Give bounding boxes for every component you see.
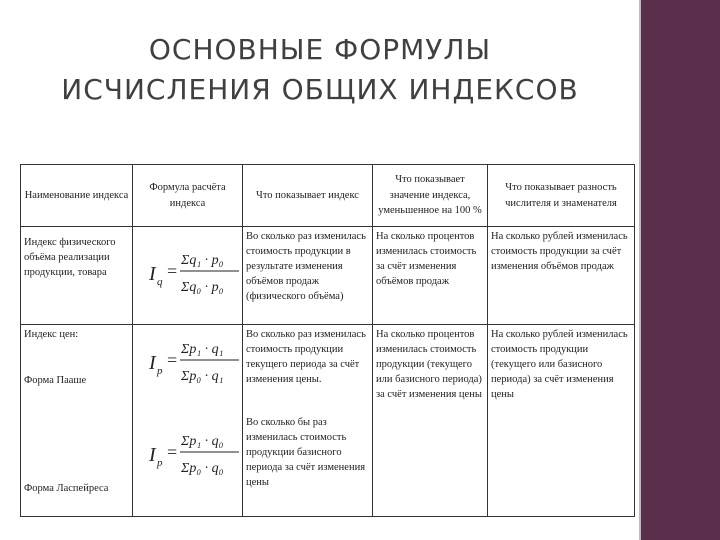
row2-difference: На сколько рублей изменилась стоимость продукции (текущего или базисного периода) за счёт изменения цены xyxy=(488,325,635,517)
table-row xyxy=(21,325,635,517)
formula-sub: q xyxy=(157,276,163,288)
svg-text:p: p xyxy=(157,457,163,469)
laspeyres-formula xyxy=(143,419,243,489)
slide-title-line-1: ОСНОВНЫЕ ФОРМУЛЫ xyxy=(148,33,492,66)
index-formulas-table xyxy=(20,164,635,517)
formula-denominator: Σq₀ · p₀ xyxy=(181,280,224,295)
header-meaning: Что показывает индекс xyxy=(243,165,373,227)
laspeyres-meaning: Во сколько бы раз изменилась стоимость продукции базисного периода за счёт изменения цены xyxy=(246,417,366,488)
laspeyres-label: Форма Ласпейреса xyxy=(24,483,109,494)
slide-title xyxy=(20,30,620,110)
svg-text:I: I xyxy=(149,444,156,466)
row2-name-cell xyxy=(21,325,133,517)
row1-difference: На сколько рублей изменилась стоимость продукции за счёт изменения объёмов продаж xyxy=(488,227,635,325)
header-index-name: Наименование индекса xyxy=(21,165,133,227)
paasche-meaning: Во сколько раз изменилась стоимость продукции текущего периода за счёт изменения цены. xyxy=(246,329,366,385)
row2-minus-100: На сколько процентов изменилась стоимость продукции (текущего или базисного периода) за счёт изменения цены xyxy=(373,325,488,517)
row1-meaning: Во сколько раз изменилась стоимость продукции в результате изменения объёмов продаж (физического объёма) xyxy=(243,227,373,325)
row1-formula-cell xyxy=(133,227,243,325)
svg-text:=: = xyxy=(167,442,178,462)
price-index-label: Индекс цен: xyxy=(24,329,79,340)
svg-text:Σp₁ · q₀: Σp₁ · q₀ xyxy=(181,434,224,449)
row2-meaning-cell xyxy=(243,325,373,517)
physical-volume-formula xyxy=(143,233,243,313)
formula-lhs: I xyxy=(149,263,156,285)
slide-title-line-2: ИСЧИСЛЕНИЯ ОБЩИХ ИНДЕКСОВ xyxy=(61,73,579,106)
paasche-formula xyxy=(143,327,243,397)
table-row xyxy=(21,227,635,325)
svg-text:=: = xyxy=(167,261,178,281)
row1-minus-100: На сколько процентов изменилась стоимость за счёт изменения объёмов продаж xyxy=(373,227,488,325)
row2-formula-cell xyxy=(133,325,243,517)
header-difference: Что показывает разность числителя и знаменателя xyxy=(488,165,635,227)
stripe-edge-line xyxy=(639,0,641,540)
svg-text:Σp₀ · q₀: Σp₀ · q₀ xyxy=(181,461,224,476)
paasche-label: Форма Пааше xyxy=(24,375,87,386)
svg-text:=: = xyxy=(167,350,178,370)
svg-text:Σp₀ · q₁: Σp₀ · q₁ xyxy=(181,369,224,384)
header-minus-100: Что показывает значение индекса, уменьшенное на 100 % xyxy=(373,165,488,227)
formula-numerator: Σq₁ · p₀ xyxy=(181,253,224,268)
svg-text:Σp₁ · q₁: Σp₁ · q₁ xyxy=(181,342,224,357)
svg-text:p: p xyxy=(157,365,163,377)
row1-name: Индекс физического объёма реализации продукции, товара xyxy=(21,227,133,325)
table-header-row xyxy=(21,165,635,227)
decorative-side-stripe xyxy=(641,0,720,540)
header-formula: Формула расчёта индекса xyxy=(133,165,243,227)
svg-text:I: I xyxy=(149,352,156,374)
